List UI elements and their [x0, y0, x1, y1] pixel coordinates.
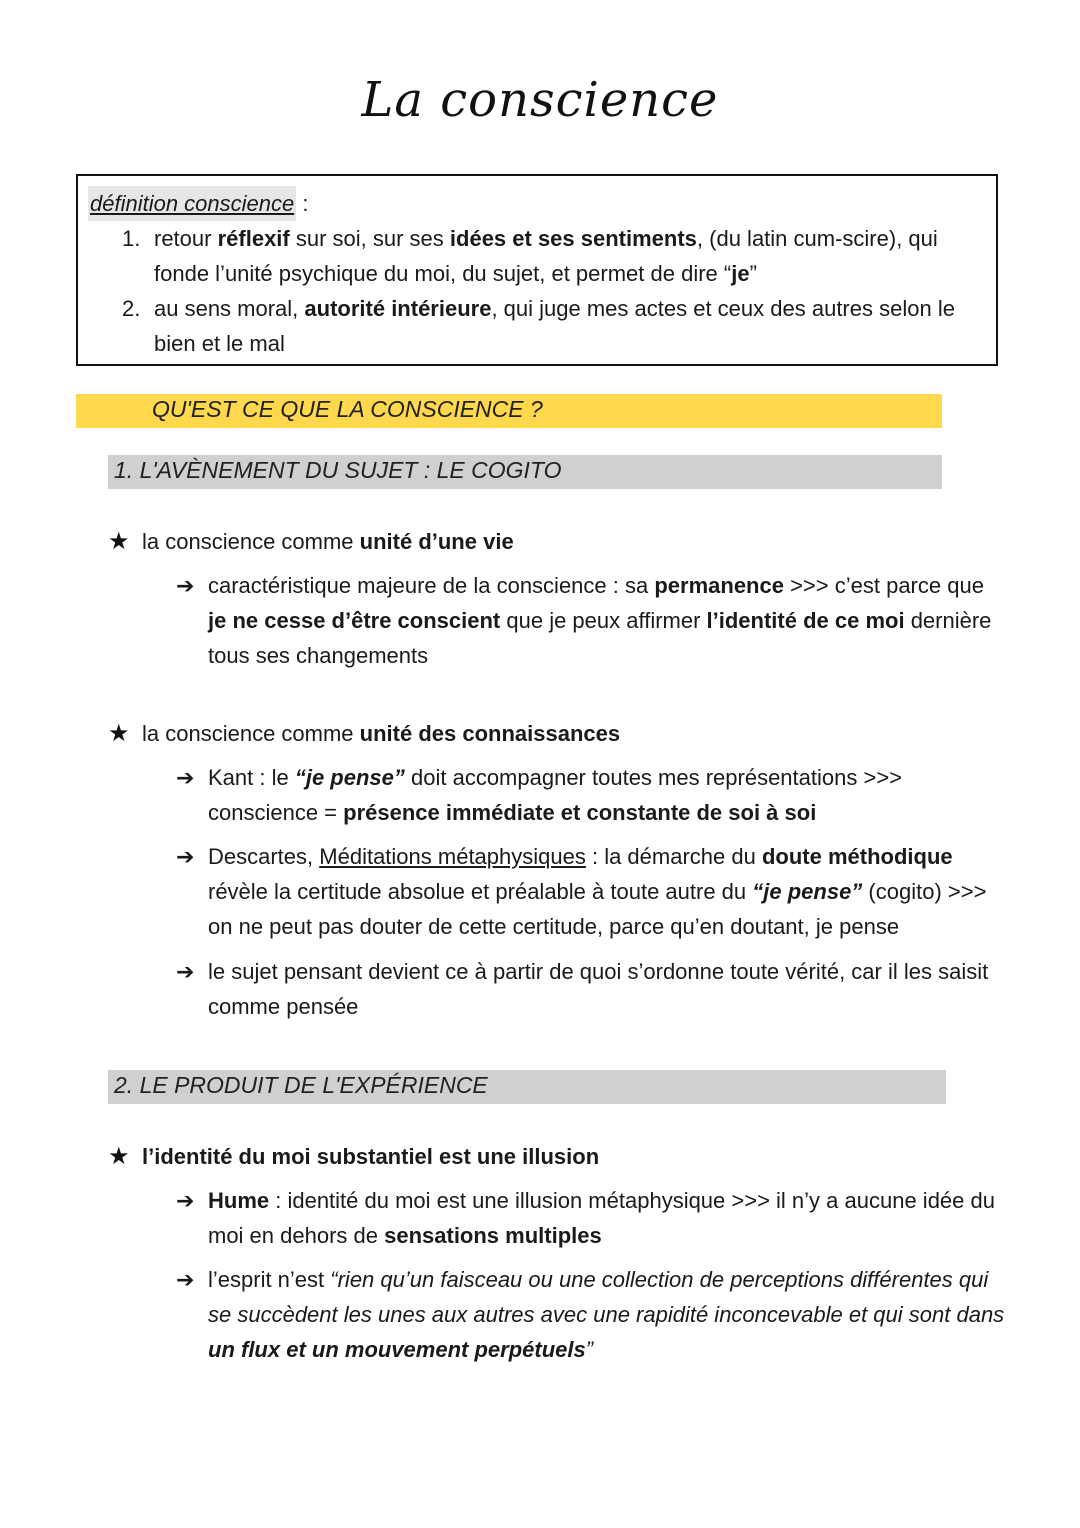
section-1-point-2-sub-1: ➔ Kant : le “je pense” doit accompagner toutes mes représentations >>> conscience = présence immédiate et constante de soi à soi [176, 760, 1006, 830]
section-1-banner [108, 455, 942, 489]
star-icon: ★ [108, 720, 130, 747]
section-1-point-2: ★ la conscience comme unité des connaissances [108, 720, 621, 747]
star-icon: ★ [108, 1143, 130, 1170]
section-2-heading: 2. LE PRODUIT DE L'EXPÉRIENCE [114, 1072, 488, 1098]
arrow-icon: ➔ [176, 1267, 195, 1292]
arrow-icon: ➔ [176, 765, 195, 790]
arrow-icon: ➔ [176, 959, 195, 984]
section-2-banner [108, 1070, 946, 1104]
question-heading: QU'EST CE QUE LA CONSCIENCE ? [152, 396, 543, 422]
arrow-icon: ➔ [176, 573, 195, 598]
question-banner [76, 394, 942, 428]
section-2-point-1-sub-1: ➔ Hume : identité du moi est une illusion métaphysique >>> il n’y a aucune idée du moi en dehors de sensations multiples [176, 1183, 1006, 1253]
definition-item-1: 1. retour réflexif sur soi, sur ses idées et ses sentiments, (du latin cum-scire), qui fonde l’unité psychique du moi, du sujet, et permet de dire “je” [122, 226, 938, 286]
section-1-point-2-sub-2: ➔ Descartes, Méditations métaphysiques : la démarche du doute méthodique révèle la certitude absolue et préalable à toute autre du “je pense” (cogito) >>> on ne peut pas douter de cette certitude, parce qu’en doutant, je pense [176, 839, 1006, 944]
definition-item-2: 2. au sens moral, autorité intérieure, qui juge mes actes et ceux des autres selon le bien et le mal [122, 296, 955, 356]
section-2-point-1-sub-2: ➔ l’esprit n’est “rien qu’un faisceau ou une collection de perceptions différentes qui se succèdent les unes aux autres avec une rapidité inconcevable et qui sont dans un flux et un mouvement perpétuels” [176, 1262, 1006, 1367]
star-icon: ★ [108, 528, 130, 555]
section-1-point-1-sub-1: ➔ caractéristique majeure de la conscience : sa permanence >>> c’est parce que je ne cesse d’être conscient que je peux affirmer l’identité de ce moi dernière tous ses changements [176, 568, 1006, 673]
section-1-point-2-sub-3: ➔ le sujet pensant devient ce à partir de quoi s’ordonne toute vérité, car il les saisit comme pensée [176, 954, 1006, 1024]
book-title: Méditations métaphysiques [319, 844, 586, 869]
section-2-point-1: ★ l’identité du moi substantiel est une illusion [108, 1143, 600, 1170]
page-title: La conscience [361, 72, 719, 128]
definition-label: définition conscience [88, 186, 296, 221]
arrow-icon: ➔ [176, 844, 195, 869]
section-1-point-1: ★ la conscience comme unité d’une vie [108, 528, 514, 555]
arrow-icon: ➔ [176, 1188, 195, 1213]
definition-list [88, 221, 986, 361]
section-1-heading: 1. L'AVÈNEMENT DU SUJET : LE COGITO [114, 457, 562, 483]
definition-heading: définition conscience : [88, 186, 986, 221]
definition-box [76, 174, 998, 366]
